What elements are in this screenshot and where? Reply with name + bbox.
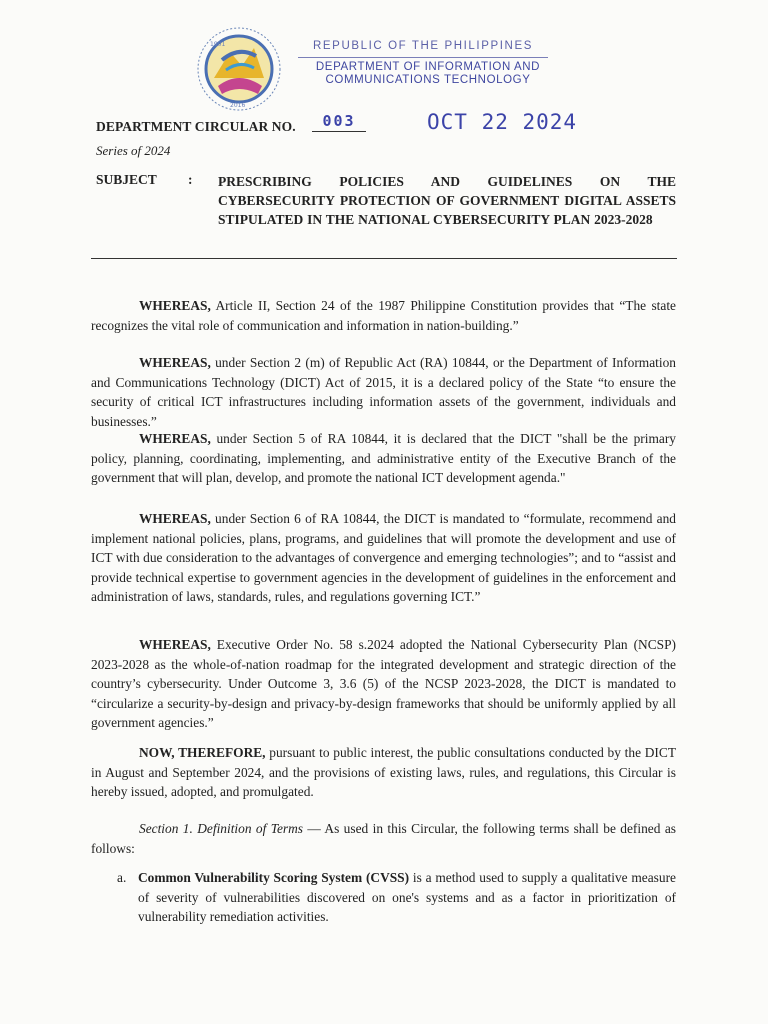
- department-name: [303, 61, 553, 87]
- definition-content: [138, 868, 676, 927]
- department-name-line1: DEPARTMENT OF INFORMATION AND: [315, 61, 541, 73]
- paragraph-lead: WHEREAS,: [139, 355, 211, 370]
- circular-date-stamp: OCT 22 2024: [427, 110, 578, 134]
- subject-divider: [91, 258, 677, 259]
- circular-series: Series of 2024: [96, 143, 171, 158]
- paragraph-text: under Section 6 of RA 10844, the DICT is mandated to “formulate, recommend and implement national policies, plans, programs, and guidelines that will promote the development and use of ICT with due consideration to the advantages of convergence and emerging technologies”; and to “assist and provide technical expertise to government agencies in the development of guidelines in the enforcement and administration of laws, standards, rules, and regulations governing ICT.”: [91, 511, 676, 604]
- paragraph-text: pursuant to public interest, the public consultations conducted by the DICT in August and September 2024, and the provisions of existing laws, rules, and regulations, this Circular is hereby issued, adopted, and promulgated.: [91, 745, 676, 799]
- paragraph-text: Executive Order No. 58 s.2024 adopted the National Cybersecurity Plan (NCSP) 2023-2028 as the whole-of-nation roadmap for the integrated development and strategic direction of the country’s cybersecurity. Under Outcome 3, 3.6 (5) of the NCSP 2023-2028, the DICT is mandated to “circularize a security-by-design and privacy-by-design frameworks that should be uniformly applied by all government agencies.”: [91, 637, 676, 730]
- paragraph-lead: WHEREAS,: [139, 298, 211, 313]
- paragraph-text: under Section 5 of RA 10844, it is declared that the DICT "shall be the primary policy, planning, coordinating, implementing, and administrative entity of the Executive Branch of the government that will plan, develop, and promote the national ICT development agenda.": [91, 431, 676, 485]
- definition-item-a: [117, 868, 676, 927]
- paragraph-text: under Section 2 (m) of Republic Act (RA) 10844, or the Department of Information and Communications Technology (DICT) Act of 2015, it is a declared policy of the State “to ensure the security of critical ICT infrastructures including information assets of the government, individuals and businesses.”: [91, 355, 676, 429]
- whereas-paragraph-1: [91, 296, 676, 335]
- seal-year-top: 1901: [210, 41, 226, 48]
- paragraph-lead: WHEREAS,: [139, 431, 211, 446]
- paragraph-lead: NOW, THEREFORE,: [139, 745, 266, 760]
- circular-number: 003: [312, 112, 366, 132]
- whereas-paragraph-4: [91, 509, 676, 607]
- section-text: — As used in this Circular, the following terms shall be defined as follows:: [91, 821, 676, 856]
- circular-label: DEPARTMENT CIRCULAR NO.: [96, 119, 296, 134]
- section-heading: Section 1. Definition of Terms: [139, 821, 303, 836]
- definition-term: Common Vulnerability Scoring System (CVSS): [138, 870, 410, 885]
- paragraph-text: Article II, Section 24 of the 1987 Philippine Constitution provides that “The state recognizes the vital role of communication and information in nation-building.”: [91, 298, 676, 333]
- department-name-line2: COMMUNICATIONS TECHNOLOGY: [325, 74, 531, 86]
- definition-text: is a method used to supply a qualitative measure of severity of vulnerabilities discovered on one's systems and as a factor in prioritization of vulnerability remediation activities.: [138, 870, 676, 924]
- subject-text: PRESCRIBING POLICIES AND GUIDELINES ON THE CYBERSECURITY PROTECTION OF GOVERNMENT DIGITAL ASSETS STIPULATED IN THE NATIONAL CYBERSECURITY PLAN 2023-2028: [218, 174, 676, 227]
- definition-marker: a.: [117, 870, 127, 885]
- whereas-paragraph-2: [91, 353, 676, 431]
- subject-label: SUBJECT: [96, 172, 157, 187]
- republic-heading: REPUBLIC OF THE PHILIPPINES: [313, 40, 534, 52]
- paragraph-lead: WHEREAS,: [139, 637, 211, 652]
- seal-year-bottom: 2016: [230, 102, 246, 109]
- dict-seal-logo: [196, 26, 282, 112]
- letterhead-divider: [298, 57, 548, 58]
- now-therefore-paragraph: [91, 743, 676, 802]
- whereas-paragraph-5: [91, 635, 676, 733]
- paragraph-lead: WHEREAS,: [139, 511, 211, 526]
- whereas-paragraph-3: [91, 429, 676, 488]
- subject-colon: :: [188, 172, 193, 187]
- section-1-paragraph: [91, 819, 676, 858]
